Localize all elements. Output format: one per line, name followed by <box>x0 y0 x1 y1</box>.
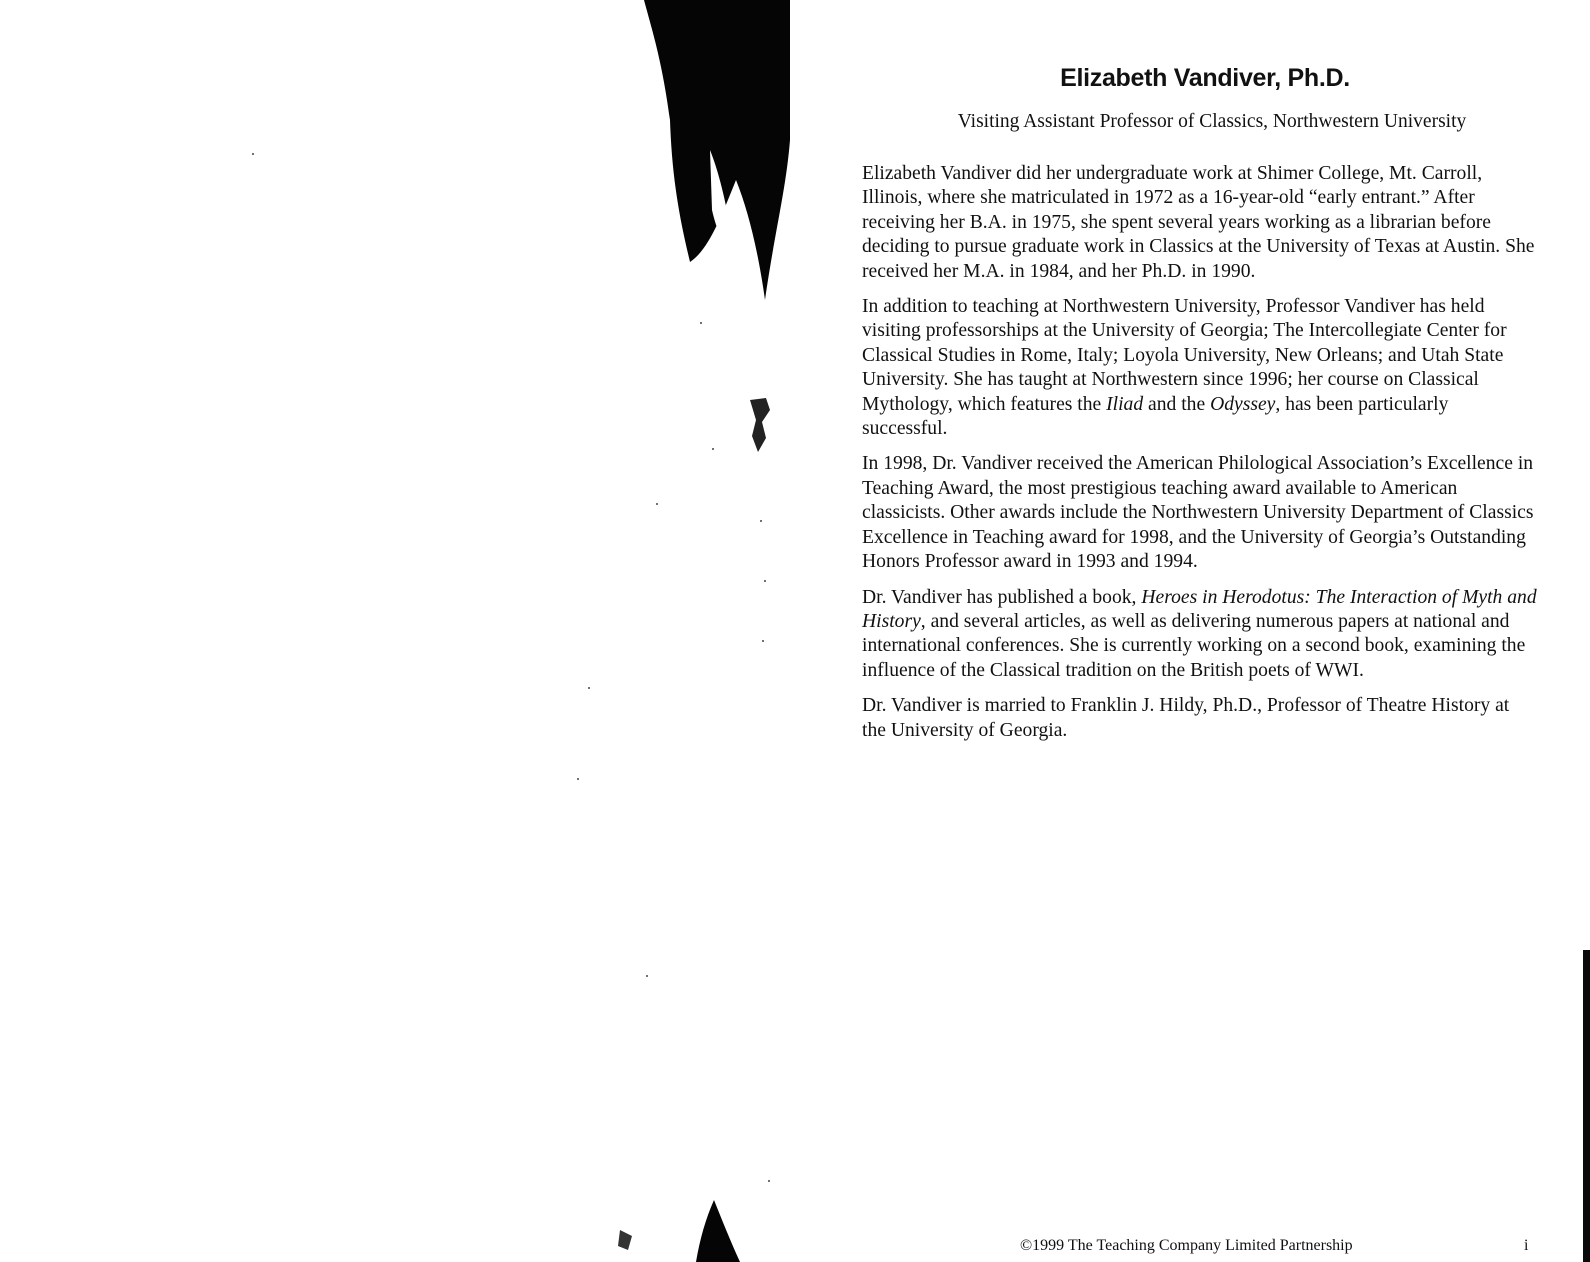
scan-speck <box>656 503 658 505</box>
paragraph-text: In addition to teaching at Northwestern University, Professor Vandiver has held visiting professorships at the University of Georgia; The Intercollegiate Center for Classical Studies in Rome, Italy; Loyola University, New Orleans; and Utah State University. She has taught at Northwestern since 1996; her course on Classical Mythology, which features the <box>862 296 1507 415</box>
bio-paragraph-awards: In 1998, Dr. Vandiver received the American Philological Association’s Excellence in Teaching Award, the most prestigious teaching award available to American classicists. Other awards include the Northwestern University Department of Classics Excellence in Teaching award for 1998, and the University of Georgia’s Outstanding Honors Professor award in 1993 and 1994. <box>862 453 1534 573</box>
iliad-title: Iliad <box>1106 393 1144 415</box>
paragraph-text: and the <box>1143 393 1211 415</box>
paragraph-text: Dr. Vandiver has published a book, <box>862 586 1142 608</box>
odyssey-title: Odyssey <box>1210 393 1276 415</box>
bio-paragraph-education: Elizabeth Vandiver did her undergraduate work at Shimer College, Mt. Carroll, Illinois, where she matriculated in 1972 as a 16-year-old “early entrant.” After receiving her B.A. in 1975, she spent several years working as a librarian before deciding to pursue graduate work in Classics at the University of Texas at Austin. She received her M.A. in 1984, and her Ph.D. in 1990. <box>862 163 1535 282</box>
paragraph-text: , and several articles, as well as delivering numerous papers at national and international conferences. She is currently working on a second book, examining the influence of the Classical tradition on the British poets of WWI. <box>862 610 1526 681</box>
scan-speck <box>700 322 702 324</box>
scan-speck <box>712 448 714 450</box>
footer-copyright: ©1999 The Teaching Company Limited Partnership <box>1020 1237 1353 1254</box>
biography-column <box>862 64 1538 754</box>
bio-paragraph-teaching <box>862 295 1538 441</box>
scan-speck <box>646 975 648 977</box>
bio-title: Elizabeth Vandiver, Ph.D. <box>1060 64 1350 92</box>
book-title: Heroes in Herodotus: The Interaction of Myth and History <box>862 586 1537 632</box>
bio-affiliation: Visiting Assistant Professor of Classics, Northwestern University <box>957 111 1467 132</box>
bio-paragraph-publications <box>862 586 1538 684</box>
paragraph-text: , has been particularly successful. <box>862 393 1449 440</box>
scan-speck <box>764 580 766 582</box>
scan-edge-mark <box>1583 950 1590 1262</box>
bio-paragraph-personal: Dr. Vandiver is married to Franklin J. Hildy, Ph.D., Professor of Theatre History at the University of Georgia. <box>862 695 1510 741</box>
scan-speck <box>577 778 579 780</box>
scan-speck <box>588 687 590 689</box>
binding-shadow <box>600 0 820 1262</box>
page-number: i <box>1524 1237 1529 1254</box>
scan-speck <box>760 520 762 522</box>
scan-speck <box>768 1180 770 1182</box>
scan-speck <box>252 153 254 155</box>
scan-speck <box>762 640 764 642</box>
